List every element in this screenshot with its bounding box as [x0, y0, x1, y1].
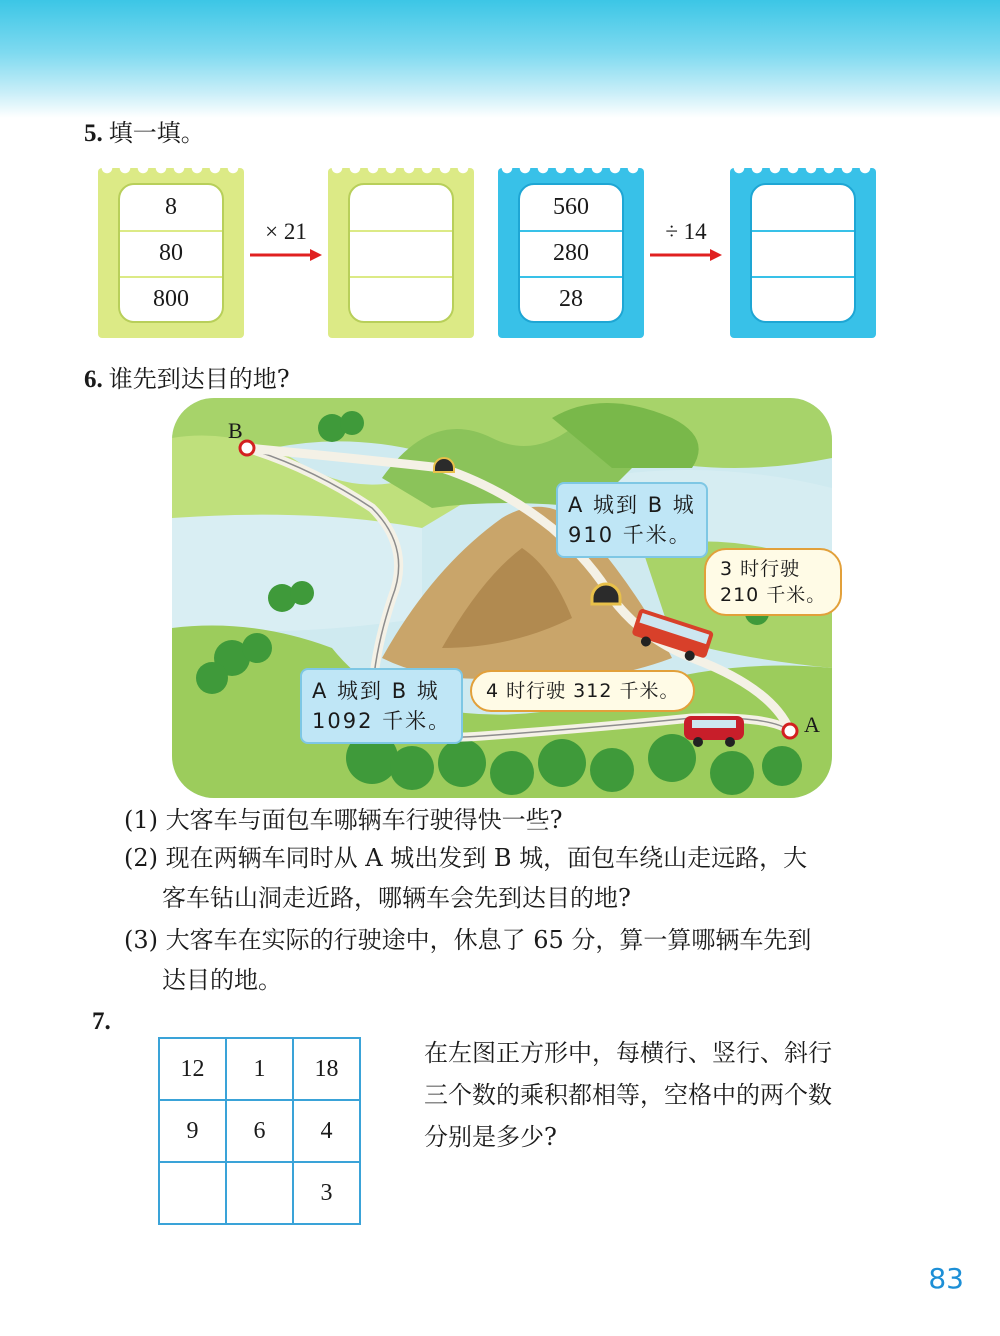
bubble-text: 3 时行驶 [720, 558, 801, 580]
question-7-title [92, 1006, 117, 1037]
magic-square-grid [158, 1037, 361, 1225]
grid-cell: 9 [159, 1100, 226, 1162]
question-6-1: (1) 大客车与面包车哪辆车行驶得快一些? [124, 806, 563, 834]
card-input-divide [498, 168, 644, 338]
question-6-3-line2: 达目的地。 [162, 966, 282, 994]
answer-cell[interactable] [752, 230, 854, 275]
bubble-text: 210 千米。 [720, 584, 827, 606]
sign-text: A 城到 B 城 [312, 679, 440, 703]
grid-cell: 1 [226, 1038, 293, 1100]
grid-blank-cell[interactable] [226, 1162, 293, 1224]
card-cell: 560 [553, 194, 589, 221]
point-b-label: B [228, 418, 243, 443]
question-6-text: 谁先到达目的地? [108, 365, 290, 393]
answer-cell[interactable] [752, 185, 854, 230]
answer-cell[interactable] [350, 276, 452, 321]
point-a-label: A [804, 712, 820, 737]
card-cell: 280 [520, 230, 622, 275]
description-line: 在左图正方形中，每横行、竖行、斜行 [424, 1039, 832, 1067]
page-number: 83 [928, 1262, 964, 1295]
arrow-right-icon [648, 246, 724, 264]
card-answer-multiply [328, 168, 474, 338]
sign-text: 1092 千米。 [312, 709, 452, 733]
question-6-number: 6. [84, 366, 103, 393]
card-cell: 800 [120, 276, 222, 321]
divide-label: ÷ 14 [665, 219, 707, 244]
question-7-number: 7. [92, 1008, 111, 1035]
grid-cell: 3 [293, 1162, 360, 1224]
arrow-right-icon [248, 246, 324, 264]
answer-cell[interactable] [752, 276, 854, 321]
grid-cell: 4 [293, 1100, 360, 1162]
question-7-description [424, 1032, 832, 1158]
grid-blank-cell[interactable] [159, 1162, 226, 1224]
answer-cell[interactable] [350, 230, 452, 275]
bus-route-sign [556, 482, 708, 558]
grid-cell: 18 [293, 1038, 360, 1100]
grid-cell: 6 [226, 1100, 293, 1162]
sign-text: 910 千米。 [568, 523, 692, 547]
divide-operator [648, 218, 724, 264]
description-line: 分别是多少? [424, 1123, 557, 1151]
question-6-2-line2: 客车钻山洞走近路，哪辆车会先到达目的地? [162, 884, 631, 912]
multiply-label: × 21 [265, 219, 307, 244]
question-5-title [84, 118, 205, 149]
card-input-multiply [98, 168, 244, 338]
question-5-number: 5. [84, 120, 103, 147]
bus-speed-bubble [704, 548, 842, 616]
description-line: 三个数的乘积都相等，空格中的两个数 [424, 1081, 832, 1109]
sign-text: A 城到 B 城 [568, 493, 696, 517]
answer-cell[interactable] [350, 185, 452, 230]
multiply-operator [248, 218, 324, 264]
question-5-text: 填一填。 [108, 119, 205, 147]
question-6-2-line1: (2) 现在两辆车同时从 A 城出发到 B 城，面包车绕山走远路，大 [124, 844, 808, 872]
bubble-text: 4 时行驶 312 千米。 [486, 680, 680, 702]
card-cell: 28 [520, 276, 622, 321]
grid-cell: 12 [159, 1038, 226, 1100]
question-6-title [84, 364, 290, 395]
van-route-sign [300, 668, 463, 744]
van-speed-bubble [470, 670, 695, 712]
card-cell: 8 [165, 194, 177, 221]
header-band [0, 0, 1000, 118]
card-answer-divide [730, 168, 876, 338]
card-cell: 80 [120, 230, 222, 275]
question-6-3-line1: (3) 大客车在实际的行驶途中，休息了 65 分，算一算哪辆车先到 [124, 926, 812, 954]
